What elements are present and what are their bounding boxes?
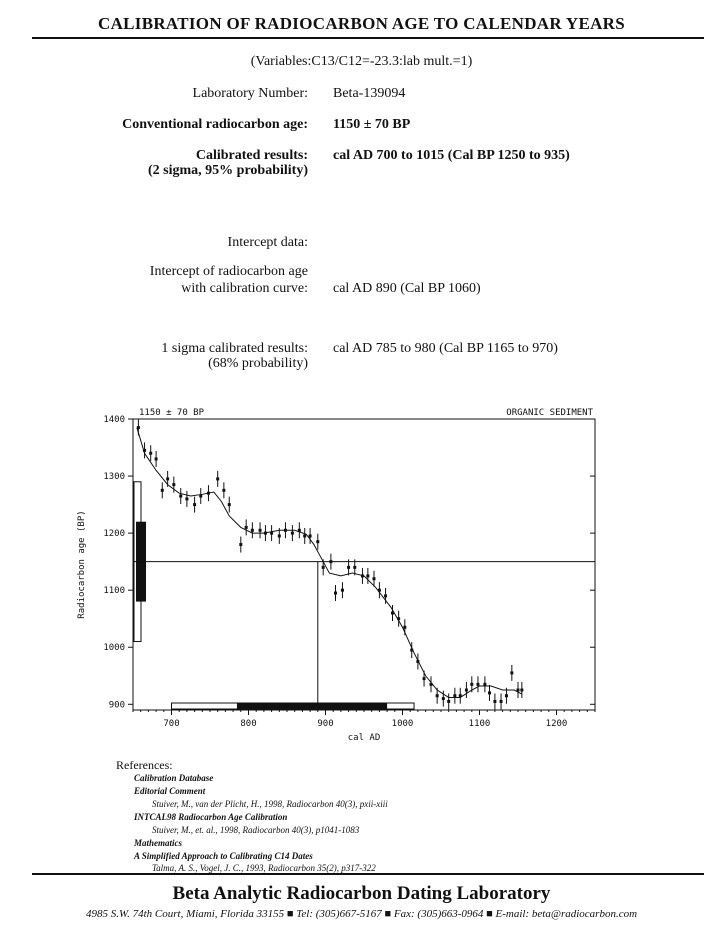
y-tick-label: 1300 bbox=[103, 472, 125, 483]
conventional-age-value: 1150 ± 70 BP bbox=[333, 117, 411, 132]
x-tick-label: 700 bbox=[163, 719, 180, 729]
data-point bbox=[137, 426, 140, 429]
data-point bbox=[373, 577, 376, 580]
one-sigma-value: cal AD 785 to 980 (Cal BP 1165 to 970) bbox=[333, 341, 558, 356]
data-point bbox=[366, 574, 369, 577]
references-heading: References: bbox=[116, 758, 173, 772]
data-point bbox=[361, 574, 364, 577]
intercept-label-line2: with calibration curve: bbox=[181, 281, 308, 296]
intercept-data-label: Intercept data: bbox=[227, 235, 308, 250]
variables-line: (Variables:C13/C12=-23.3:lab mult.=1) bbox=[250, 54, 473, 69]
chart-title-left: 1150 ± 70 BP bbox=[139, 408, 205, 418]
intercept-label-line1: Intercept of radiocarbon age bbox=[149, 264, 308, 279]
lab-number-value: Beta-139094 bbox=[333, 86, 406, 101]
conventional-age-label: Conventional radiocarbon age: bbox=[122, 117, 308, 132]
data-point bbox=[239, 543, 242, 546]
data-point bbox=[436, 694, 439, 697]
data-point bbox=[143, 449, 146, 452]
data-point bbox=[416, 660, 419, 663]
data-point bbox=[423, 677, 426, 680]
data-point bbox=[453, 694, 456, 697]
x-tick-label: 1100 bbox=[468, 719, 491, 729]
lab-address: 4985 S.W. 74th Court, Miami, Florida 33155 ■ Tel: (305)667-5167 ■ Fax: (305)663-0964 ■ E-mail: beta@radiocarbon.com bbox=[85, 908, 638, 920]
reference-heading: Mathematics bbox=[134, 838, 183, 848]
data-point bbox=[166, 477, 169, 480]
one-sigma-calendar-range bbox=[237, 703, 387, 709]
reference-heading: Editorial Comment bbox=[134, 786, 206, 796]
lab-name: Beta Analytic Radiocarbon Dating Laboratory bbox=[172, 883, 551, 904]
x-tick-label: 1200 bbox=[545, 719, 568, 729]
data-point bbox=[284, 529, 287, 532]
report-title: CALIBRATION OF RADIOCARBON AGE TO CALENDAR YEARS bbox=[98, 14, 625, 33]
y-tick-label: 1100 bbox=[103, 586, 125, 597]
reference-heading: A Simplified Approach to Calibrating C14 Dates bbox=[134, 851, 313, 861]
y-tick-label: 900 bbox=[108, 700, 125, 711]
intercept-value: cal AD 890 (Cal BP 1060) bbox=[333, 281, 481, 296]
y-tick-label: 1200 bbox=[103, 529, 125, 540]
data-point bbox=[397, 617, 400, 620]
data-point bbox=[245, 526, 248, 529]
data-point bbox=[155, 457, 158, 460]
data-point bbox=[199, 495, 202, 498]
y-axis-label: Radiocarbon age (BP) bbox=[77, 510, 87, 619]
reference-citation: Talma, A. S., Vogel, J. C., 1993, Radiocarbon 35(2), p317-322 bbox=[152, 863, 376, 873]
data-point bbox=[493, 700, 496, 703]
x-axis-label: cal AD bbox=[347, 733, 381, 743]
data-point bbox=[410, 649, 413, 652]
data-point bbox=[465, 689, 468, 692]
data-point bbox=[264, 532, 267, 535]
one-sigma-sub: (68% probability) bbox=[208, 356, 308, 371]
data-point bbox=[334, 592, 337, 595]
calibration-chart bbox=[70, 400, 610, 745]
data-point bbox=[309, 534, 312, 537]
x-tick-label: 1000 bbox=[391, 719, 414, 729]
data-point bbox=[251, 529, 254, 532]
data-point bbox=[378, 589, 381, 592]
data-point bbox=[384, 594, 387, 597]
data-point bbox=[470, 683, 473, 686]
calibrated-results-sub: (2 sigma, 95% probability) bbox=[148, 163, 308, 178]
one-sigma-label: 1 sigma calibrated results: bbox=[161, 341, 308, 356]
data-point bbox=[172, 483, 175, 486]
calibrated-results-value: cal AD 700 to 1015 (Cal BP 1250 to 935) bbox=[333, 148, 570, 163]
data-point bbox=[353, 566, 356, 569]
data-point bbox=[447, 700, 450, 703]
title-rule bbox=[32, 37, 704, 39]
data-point bbox=[517, 689, 520, 692]
data-point bbox=[193, 503, 196, 506]
chart-title-right: ORGANIC SEDIMENT bbox=[506, 408, 593, 418]
plot-frame bbox=[133, 419, 595, 710]
footer-rule bbox=[32, 873, 704, 875]
reference-heading: Calibration Database bbox=[134, 773, 214, 783]
reference-heading: INTCAL98 Radiocarbon Age Calibration bbox=[134, 812, 288, 822]
y-tick-label: 1000 bbox=[103, 643, 125, 654]
data-point bbox=[520, 689, 523, 692]
data-point bbox=[278, 534, 281, 537]
x-tick-label: 800 bbox=[240, 719, 257, 729]
data-point bbox=[505, 694, 508, 697]
data-point bbox=[185, 497, 188, 500]
data-point bbox=[222, 489, 225, 492]
x-tick-label: 900 bbox=[317, 719, 334, 729]
data-point bbox=[488, 691, 491, 694]
data-point bbox=[149, 452, 152, 455]
data-point bbox=[316, 540, 319, 543]
data-point bbox=[429, 683, 432, 686]
data-point bbox=[291, 532, 294, 535]
data-point bbox=[510, 671, 513, 674]
reference-citation: Stuiver, M., et. al., 1998, Radiocarbon 40(3), p1041-1083 bbox=[152, 825, 360, 835]
data-point bbox=[303, 534, 306, 537]
data-point bbox=[270, 532, 273, 535]
data-point bbox=[391, 612, 394, 615]
reference-citation: Stuiver, M., van der Plicht, H., 1998, Radiocarbon 40(3), pxii-xiii bbox=[152, 799, 388, 809]
data-point bbox=[322, 566, 325, 569]
data-point bbox=[216, 477, 219, 480]
y-tick-label: 1400 bbox=[103, 415, 125, 425]
calibration-curve bbox=[137, 428, 522, 698]
data-point bbox=[228, 503, 231, 506]
data-point bbox=[298, 529, 301, 532]
data-point bbox=[459, 694, 462, 697]
data-point bbox=[179, 495, 182, 498]
data-point bbox=[161, 489, 164, 492]
data-point bbox=[207, 492, 210, 495]
data-point bbox=[442, 697, 445, 700]
data-point bbox=[259, 529, 262, 532]
lab-number-label: Laboratory Number: bbox=[192, 86, 308, 101]
data-point bbox=[347, 566, 350, 569]
data-point bbox=[329, 560, 332, 563]
data-point bbox=[476, 683, 479, 686]
data-point bbox=[500, 700, 503, 703]
data-point bbox=[483, 683, 486, 686]
calibrated-results-label: Calibrated results: bbox=[195, 148, 308, 163]
data-point bbox=[341, 589, 344, 592]
data-point bbox=[403, 626, 406, 629]
